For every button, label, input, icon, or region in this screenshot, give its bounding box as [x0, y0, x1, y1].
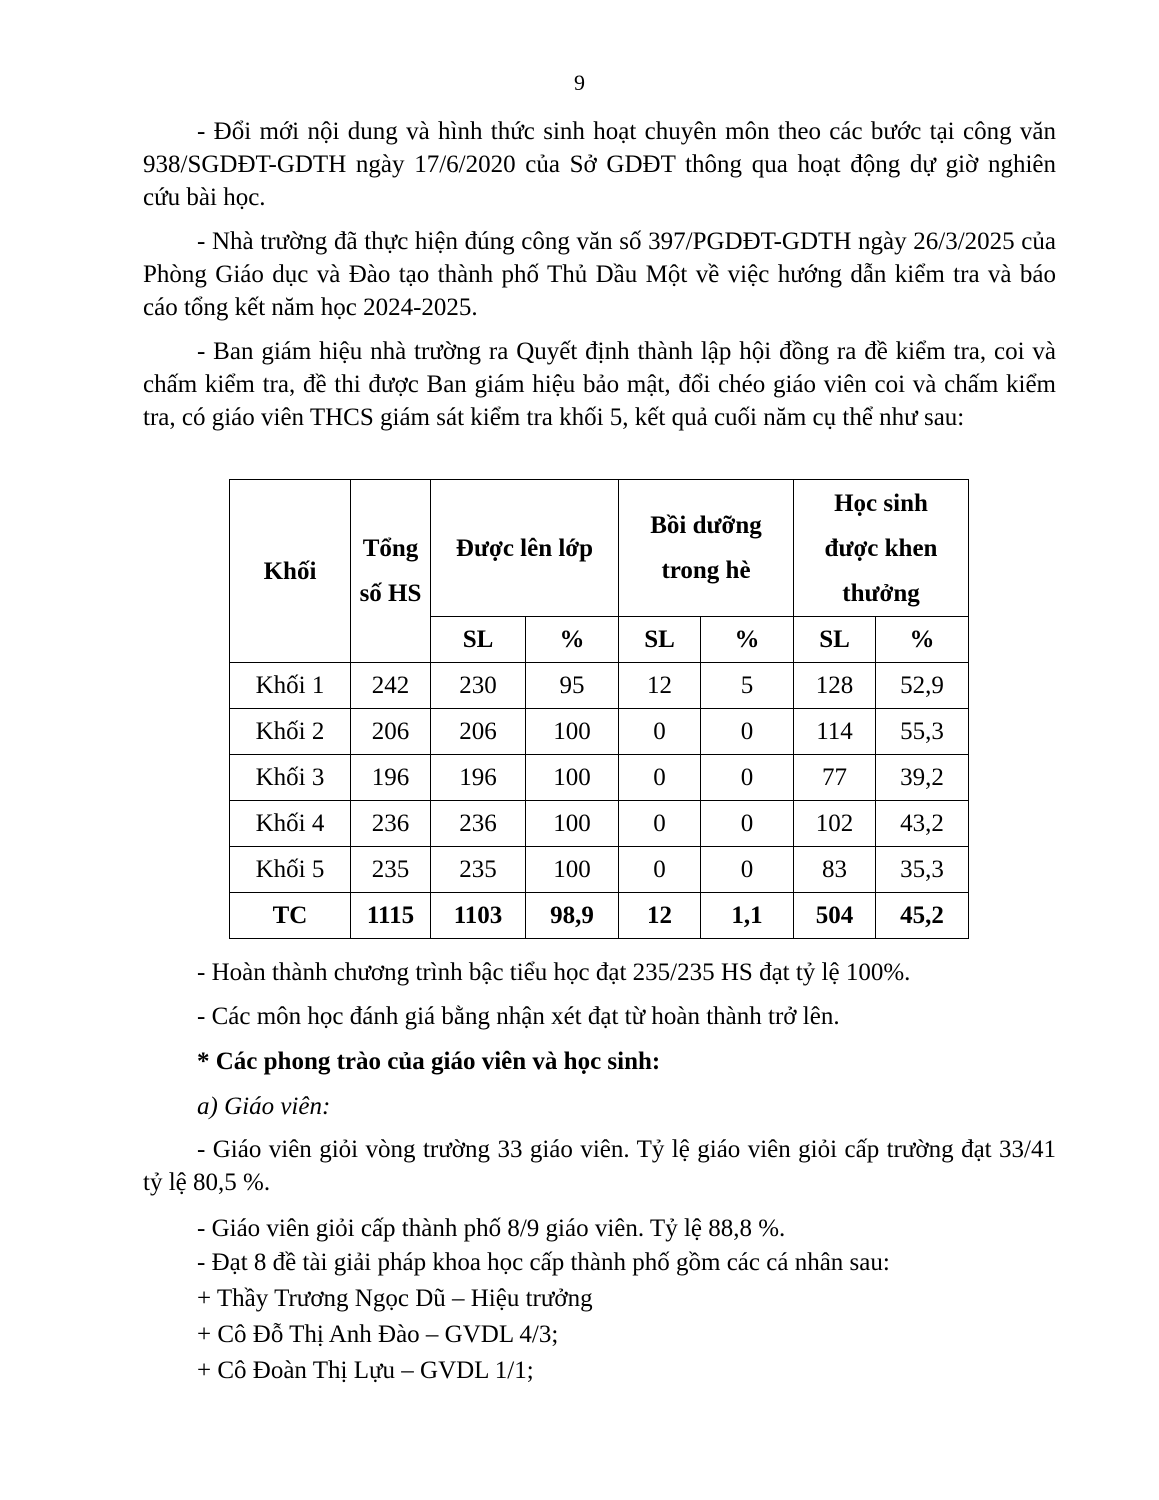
cell-khoi: Khối 2 [230, 709, 351, 755]
cell-boi-duong-sl: 12 [619, 663, 701, 709]
header-pct: % [701, 617, 794, 663]
list-item: - Giáo viên giỏi cấp thành phố 8/9 giáo viên. Tỷ lệ 88,8 %. [197, 1215, 786, 1242]
cell-khen-thuong-pct: 45,2 [876, 893, 969, 939]
cell-boi-duong-pct: 0 [701, 755, 794, 801]
cell-khoi: Khối 3 [230, 755, 351, 801]
assessment-line: - Các môn học đánh giá bằng nhận xét đạt từ hoàn thành trở lên. [197, 1003, 840, 1030]
cell-khen-thuong-pct: 43,2 [876, 801, 969, 847]
cell-len-lop-pct: 100 [526, 755, 619, 801]
cell-khen-thuong-sl: 102 [794, 801, 876, 847]
paragraph-cong-van-397: - Nhà trường đã thực hiện đúng công văn số 397/PGDĐT-GDTH ngày 26/3/2025 của Phòng Giáo dục và Đào tạo thành phố Thủ Dầu Một về việc hướng dẫn kiểm tra và báo cáo tổng kết năm học 2024-2025. [143, 228, 1056, 321]
paragraph-hoi-dong-kiem-tra: - Ban giám hiệu nhà trường ra Quyết định thành lập hội đồng ra đề kiểm tra, coi và chấm kiểm tra, đề thi được Ban giám hiệu bảo mật, đổi chéo giáo viên coi và chấm kiểm tra, có giáo viên THCS giám sát kiểm tra khối 5, kết quả cuối năm cụ thể như sau: [143, 338, 1056, 431]
cell-boi-duong-sl: 12 [619, 893, 701, 939]
cell-len-lop-sl: 196 [431, 755, 526, 801]
cell-khen-thuong-sl: 128 [794, 663, 876, 709]
cell-boi-duong-pct: 0 [701, 709, 794, 755]
header-boi-duong: Bồi dưỡng trong hè [619, 480, 794, 617]
table-row [230, 801, 969, 847]
cell-len-lop-sl: 236 [431, 801, 526, 847]
table-row [230, 847, 969, 893]
cell-tong-so: 242 [351, 663, 431, 709]
cell-tong-so: 235 [351, 847, 431, 893]
list-item: + Cô Đỗ Thị Anh Đào – GVDL 4/3; [197, 1321, 559, 1348]
table-row [230, 709, 969, 755]
header-khen-thuong: Học sinh được khen thưởng [794, 480, 969, 617]
cell-len-lop-pct: 98,9 [526, 893, 619, 939]
header-sl: SL [794, 617, 876, 663]
cell-len-lop-sl: 230 [431, 663, 526, 709]
cell-boi-duong-sl: 0 [619, 801, 701, 847]
results-table [229, 479, 969, 939]
paragraph-giao-vien-gioi-truong: - Giáo viên giỏi vòng trường 33 giáo viên. Tỷ lệ giáo viên giỏi cấp trường đạt 33/41 tỷ lệ 80,5 %. [143, 1136, 1056, 1196]
header-sl: SL [619, 617, 701, 663]
table-row [230, 663, 969, 709]
cell-tong-so: 206 [351, 709, 431, 755]
cell-boi-duong-pct: 1,1 [701, 893, 794, 939]
cell-khen-thuong-pct: 55,3 [876, 709, 969, 755]
cell-khoi: Khối 1 [230, 663, 351, 709]
cell-khen-thuong-pct: 52,9 [876, 663, 969, 709]
cell-khen-thuong-sl: 114 [794, 709, 876, 755]
cell-boi-duong-pct: 0 [701, 801, 794, 847]
paragraph-sinh-hoat-chuyen-mon: - Đổi mới nội dung và hình thức sinh hoạt chuyên môn theo các bước tại công văn 938/SGDĐT-GDTH ngày 17/6/2020 của Sở GDĐT thông qua hoạt động dự giờ nghiên cứu bài học. [143, 118, 1056, 211]
cell-khen-thuong-pct: 39,2 [876, 755, 969, 801]
table-row [230, 755, 969, 801]
cell-khoi: Khối 4 [230, 801, 351, 847]
cell-khen-thuong-sl: 504 [794, 893, 876, 939]
cell-len-lop-pct: 100 [526, 709, 619, 755]
header-len-lop: Được lên lớp [431, 480, 619, 617]
cell-len-lop-sl: 206 [431, 709, 526, 755]
subsection-heading: a) Giáo viên: [197, 1093, 331, 1120]
cell-len-lop-sl: 1103 [431, 893, 526, 939]
cell-len-lop-sl: 235 [431, 847, 526, 893]
cell-boi-duong-pct: 5 [701, 663, 794, 709]
cell-boi-duong-sl: 0 [619, 755, 701, 801]
cell-len-lop-pct: 100 [526, 847, 619, 893]
cell-boi-duong-sl: 0 [619, 709, 701, 755]
header-khoi: Khối [230, 480, 351, 663]
cell-khen-thuong-pct: 35,3 [876, 847, 969, 893]
header-pct: % [876, 617, 969, 663]
list-item: + Thầy Trương Ngọc Dũ – Hiệu trưởng [197, 1285, 593, 1312]
cell-boi-duong-sl: 0 [619, 847, 701, 893]
section-heading: * Các phong trào của giáo viên và học sinh: [197, 1048, 661, 1075]
cell-boi-duong-pct: 0 [701, 847, 794, 893]
header-tong-so-hs: Tổng số HS [351, 480, 431, 663]
cell-khoi: TC [230, 893, 351, 939]
list-item: - Đạt 8 đề tài giải pháp khoa học cấp thành phố gồm các cá nhân sau: [197, 1249, 890, 1276]
cell-khen-thuong-sl: 77 [794, 755, 876, 801]
cell-khen-thuong-sl: 83 [794, 847, 876, 893]
cell-khoi: Khối 5 [230, 847, 351, 893]
table-total-row [230, 893, 969, 939]
completion-line: - Hoàn thành chương trình bậc tiểu học đạt 235/235 HS đạt tỷ lệ 100%. [197, 959, 911, 986]
cell-tong-so: 196 [351, 755, 431, 801]
cell-len-lop-pct: 95 [526, 663, 619, 709]
page-number: 9 [574, 70, 585, 95]
cell-tong-so: 1115 [351, 893, 431, 939]
header-sl: SL [431, 617, 526, 663]
cell-len-lop-pct: 100 [526, 801, 619, 847]
cell-tong-so: 236 [351, 801, 431, 847]
header-pct: % [526, 617, 619, 663]
list-item: + Cô Đoàn Thị Lựu – GVDL 1/1; [197, 1357, 534, 1384]
